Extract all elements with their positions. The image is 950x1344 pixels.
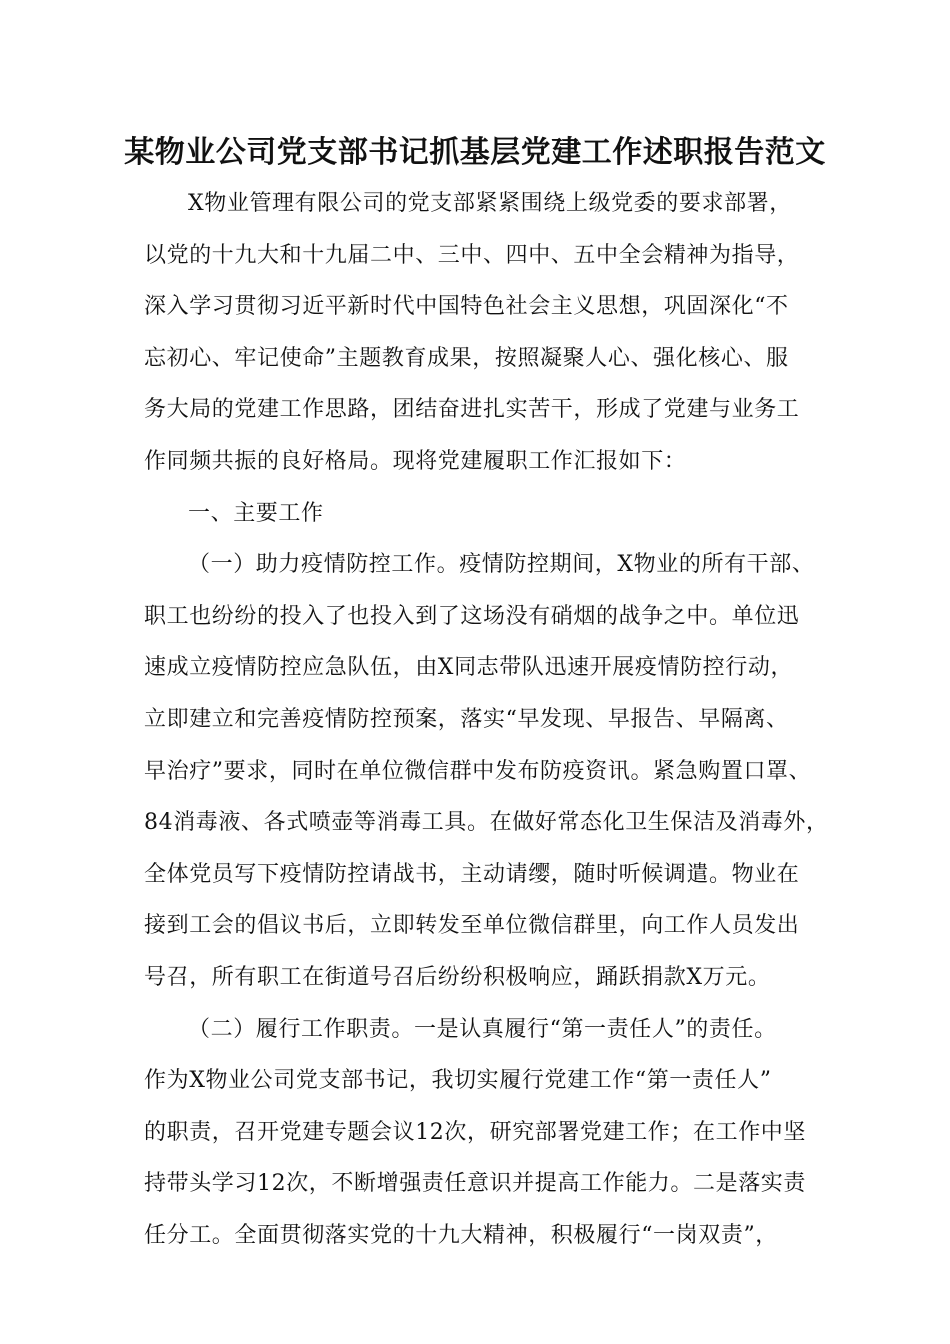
text-line: 84消毒液、各式喷壶等消毒工具。在做好常态化卫生保洁及消毒外， <box>144 810 829 836</box>
text-line: 务大局的党建工作思路，团结奋进扎实苦干，形成了党建与业务工 <box>144 397 800 423</box>
text-line: 职工也纷纷的投入了也投入到了这场没有硝烟的战争之中。单位迅 <box>144 603 800 629</box>
text-line: 一、主要工作 <box>188 500 324 526</box>
text-line: 以党的十九大和十九届二中、三中、四中、五中全会精神为指导， <box>144 242 800 268</box>
text-line: 号召，所有职工在街道号召后纷纷积极响应，踊跃捐款X万元。 <box>144 964 771 990</box>
text-line: 任分工。全面贯彻落实党的十九大精神，积极履行“一岗双责”， <box>144 1222 778 1248</box>
document-body <box>144 178 829 1261</box>
text-line: 早治疗”要求，同时在单位微信群中发布防疫资讯。紧急购置口罩、 <box>144 758 812 784</box>
text-line: 的职责，召开党建专题会议12次，研究部署党建工作；在工作中坚 <box>144 1119 806 1145</box>
text-line: 作为X物业公司党支部书记，我切实履行党建工作“第一责任人” <box>144 1068 772 1094</box>
text-line: X物业管理有限公司的党支部紧紧围绕上级党委的要求部署， <box>188 191 792 216</box>
text-line: 作同频共振的良好格局。现将党建履职工作汇报如下： <box>144 448 687 474</box>
text-line: 持带头学习12次，不断增强责任意识并提高工作能力。二是落实责 <box>144 1171 806 1197</box>
document-title: 某物业公司党支部书记抓基层党建工作述职报告范文 <box>124 135 826 170</box>
text-line: 深入学习贯彻习近平新时代中国特色社会主义思想，巩固深化“不 <box>144 294 789 320</box>
text-line: （二）履行工作职责。一是认真履行“第一责任人”的责任。 <box>188 1016 777 1042</box>
text-line: 速成立疫情防控应急队伍，由X同志带队迅速开展疫情防控行动， <box>144 655 794 681</box>
text-line: 全体党员写下疫情防控请战书，主动请缨，随时听候调遣。物业在 <box>144 861 800 887</box>
text-line: 忘初心、牢记使命”主题教育成果，按照凝聚人心、强化核心、服 <box>144 345 789 371</box>
text-line: 接到工会的倡议书后，立即转发至单位微信群里，向工作人员发出 <box>144 913 800 939</box>
text-line: （一）助力疫情防控工作。疫情防控期间，X物业的所有干部、 <box>188 552 815 578</box>
text-line: 立即建立和完善疫情防控预案，落实“早发现、早报告、早隔离、 <box>144 706 789 732</box>
